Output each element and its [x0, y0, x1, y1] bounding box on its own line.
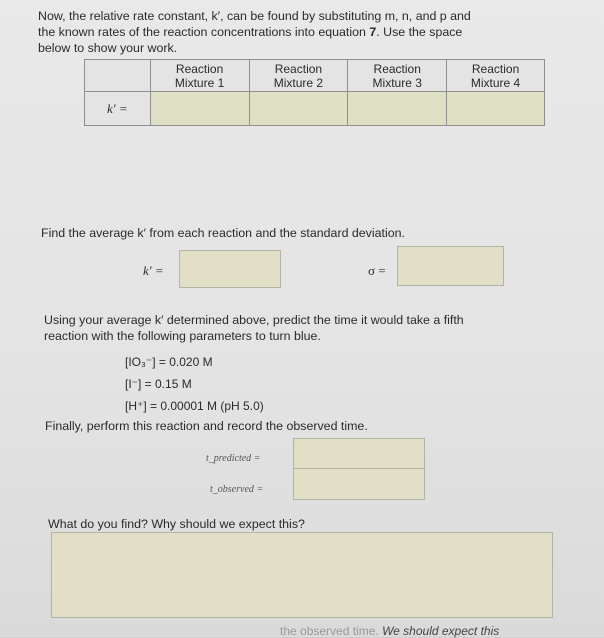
header-label: Reaction	[471, 61, 520, 76]
header-mixture-4	[447, 60, 545, 92]
hydrogen-concentration: [H⁺] = 0.00001 M (pH 5.0)	[125, 399, 264, 413]
header-label: Reaction	[274, 61, 323, 76]
answer-faint-text: the observed time.	[280, 624, 379, 638]
header-mixture-3	[348, 60, 447, 92]
k-prime-input-mixture-3[interactable]	[348, 92, 447, 126]
answer-textarea[interactable]	[51, 532, 553, 618]
intro-line-2	[38, 24, 558, 40]
t-predicted-input[interactable]	[293, 438, 425, 469]
intro-paragraph	[38, 8, 558, 56]
intro-line-1: Now, the relative rate constant, k′, can be found by substituting m, n, and p and	[38, 9, 471, 23]
sigma-label: σ =	[368, 263, 386, 278]
t-observed-input[interactable]	[293, 468, 425, 500]
finally-instruction: Finally, perform this reaction and record the observed time.	[45, 419, 368, 433]
question-prompt: What do you find? Why should we expect this?	[48, 517, 305, 531]
t-predicted-label: t_predicted =	[206, 453, 261, 464]
table-header-row	[85, 60, 545, 92]
header-empty-cell	[85, 60, 151, 92]
t-observed-label: t_observed =	[210, 484, 264, 495]
intro-line-2-text: the known rates of the reaction concentrations into equation	[38, 25, 370, 39]
predict-paragraph	[44, 312, 524, 344]
header-label: Mixture 3	[372, 75, 422, 90]
k-prime-input-mixture-1[interactable]	[150, 92, 249, 126]
header-label: Reaction	[175, 61, 224, 76]
k-prime-table	[84, 59, 545, 126]
equation-number: 7	[369, 25, 377, 39]
predict-line-2: reaction with the following parameters to turn blue.	[44, 329, 321, 343]
table-row	[85, 92, 545, 126]
header-label: Mixture 4	[470, 75, 521, 90]
header-label: Mixture 2	[273, 75, 324, 90]
predict-line-1: Using your average k′ determined above, predict the time it would take a fifth	[44, 313, 464, 327]
average-prompt: Find the average k′ from each reaction and the standard deviation.	[41, 226, 405, 240]
intro-line-2-end: . Use the space	[376, 25, 463, 39]
k-prime-input-mixture-4[interactable]	[447, 92, 545, 126]
header-mixture-1	[150, 60, 249, 92]
intro-line-3: below to show your work.	[38, 41, 178, 55]
iodate-concentration: [IO₃⁻] = 0.020 M	[125, 355, 213, 369]
average-k-label: k′ =	[143, 263, 164, 278]
answer-overflow-text	[280, 624, 600, 638]
header-label: Mixture 1	[174, 75, 225, 90]
header-label: Reaction	[373, 61, 421, 76]
answer-visible-text: We should expect this	[382, 624, 500, 638]
k-prime-row-label: k′ =	[85, 92, 151, 126]
iodide-concentration: [I⁻] = 0.15 M	[125, 377, 192, 391]
average-k-input[interactable]	[179, 250, 281, 288]
header-mixture-2	[249, 60, 348, 92]
sigma-input[interactable]	[397, 246, 504, 286]
k-prime-input-mixture-2[interactable]	[249, 92, 348, 126]
